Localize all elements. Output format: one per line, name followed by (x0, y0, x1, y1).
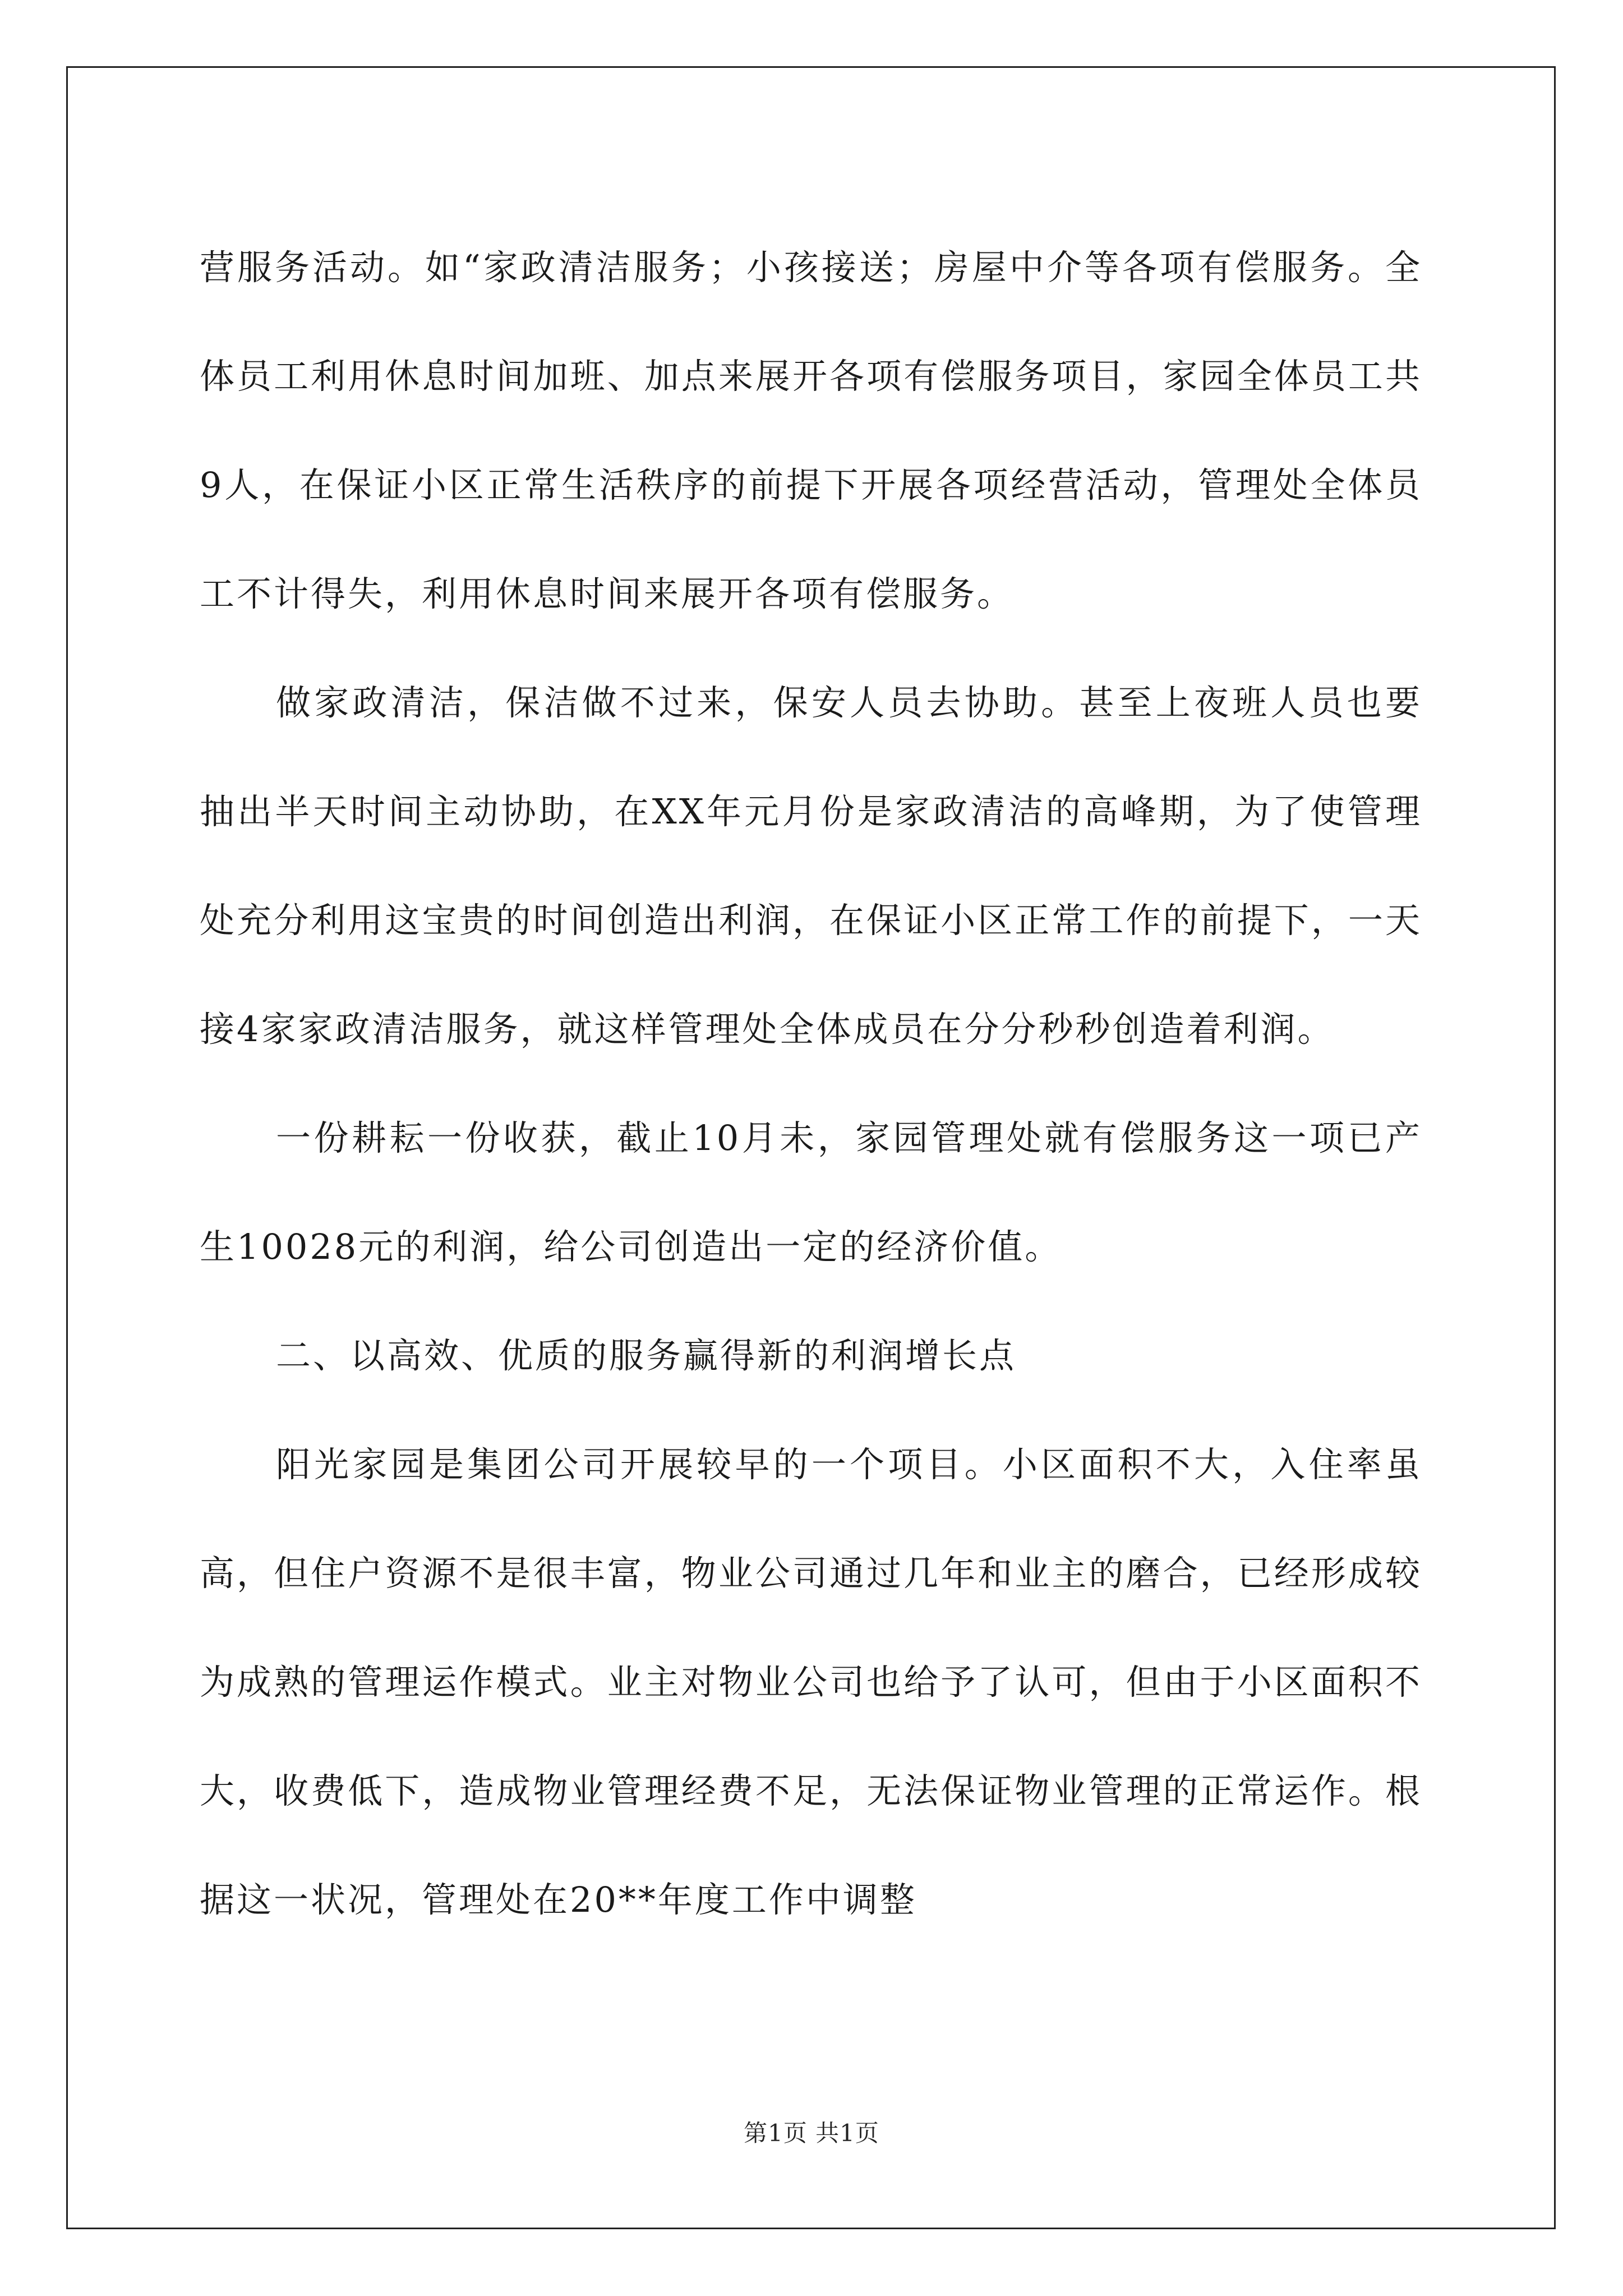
document-body (200, 213, 1422, 1954)
paragraph-2: 做家政清洁，保洁做不过来，保安人员去协助。甚至上夜班人员也要抽出半天时间主动协助，在XX年元月份是家政清洁的高峰期，为了使管理处充分利用这宝贵的时间创造出利润，在保证小区正常工作的前提下，一天接4家家政清洁服务，就这样管理处全体成员在分分秒秒创造着利润。 (200, 682, 1422, 1050)
paragraph-3: 一份耕耘一份收获，截止10月未，家园管理处就有偿服务这一项已产生10028元的利润，给公司创造出一定的经济价值。 (200, 1117, 1422, 1267)
paragraph-1: 营服务活动。如“家政清洁服务；小孩接送；房屋中介等各项有偿服务。全体员工利用休息时间加班、加点来展开各项有偿服务项目，家园全体员工共9人，在保证小区正常生活秩序的前提下开展各项经营活动，管理处全体员工不计得失，利用休息时间来展开各项有偿服务。 (200, 247, 1422, 614)
page-number-footer: 第1页 共1页 (744, 2119, 879, 2147)
section-heading: 二、以高效、优质的服务赢得新的利润增长点 (276, 1335, 1017, 1376)
paragraph-4: 阳光家园是集团公司开展较早的一个项目。小区面积不大，入住率虽高，但住户资源不是很丰富，物业公司通过几年和业主的磨合，已经形成较为成熟的管理运作模式。业主对物业公司也给予了认可，但由于小区面积不大，收费低下，造成物业管理经费不足，无法保证物业管理的正常运作。根据这一状况，管理处在20**年度工作中调整 (200, 1444, 1422, 1920)
